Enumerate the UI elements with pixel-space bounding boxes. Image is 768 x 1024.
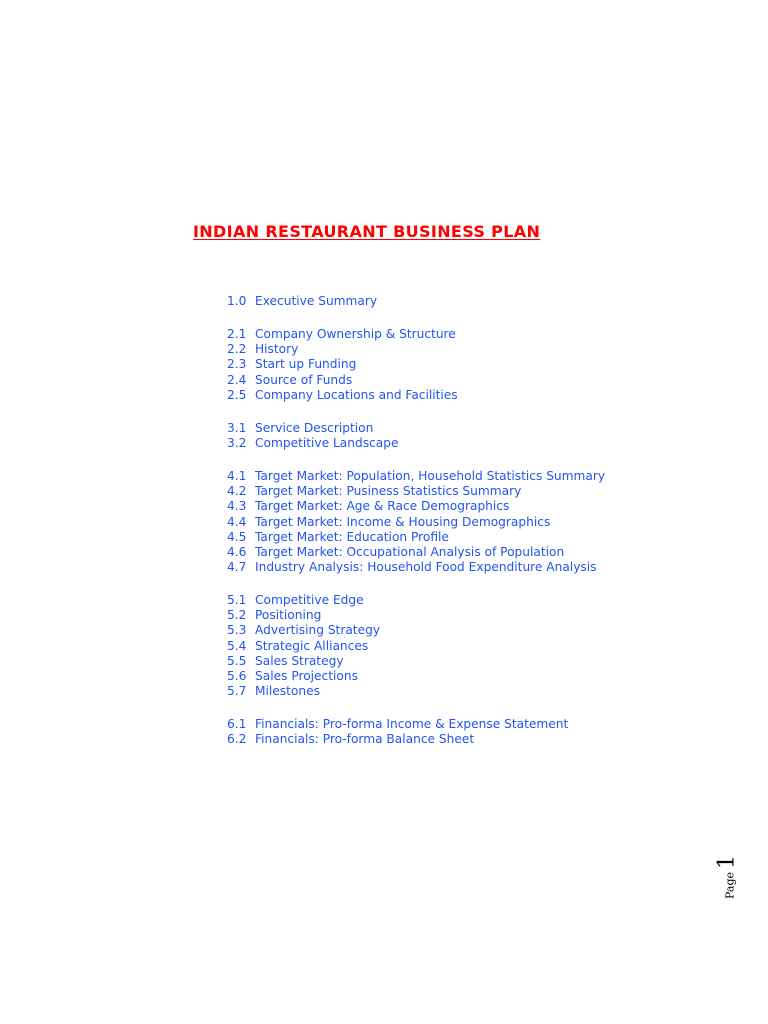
toc-entry[interactable]	[227, 623, 747, 638]
toc-entry[interactable]	[227, 294, 747, 309]
toc-entry-number: 3.1	[227, 420, 247, 435]
toc-entry-title: Target Market: Income & Housing Demographics	[255, 514, 551, 529]
toc-entry[interactable]	[227, 608, 747, 623]
toc-entry-title: Target Market: Population, Household Statistics Summary	[255, 469, 606, 484]
toc-section-1	[227, 294, 747, 309]
toc-entry[interactable]	[227, 654, 747, 669]
toc-section-2	[227, 327, 747, 403]
toc-entry-title: Financials: Pro-forma Income & Expense Statement	[255, 717, 569, 732]
toc-entry-number: 5.4	[227, 638, 247, 653]
toc-entry-title: Competitive Edge	[255, 593, 364, 608]
document-title: INDIAN RESTAURANT BUSINESS PLAN	[193, 222, 541, 241]
toc-entry[interactable]	[227, 639, 747, 654]
toc-entry-title: Competitive Landscape	[255, 435, 399, 450]
toc-entry[interactable]	[227, 499, 747, 514]
toc-entry[interactable]	[227, 421, 747, 436]
toc-entry-number: 5.6	[227, 668, 247, 683]
toc-entry[interactable]	[227, 373, 747, 388]
toc-entry-title: Industry Analysis: Household Food Expenditure Analysis	[255, 559, 597, 574]
toc-entry-title: Target Market: Age & Race Demographics	[255, 499, 510, 514]
toc-entry-title: Milestones	[255, 683, 320, 698]
page-label: Page	[723, 871, 737, 900]
toc-entry[interactable]	[227, 436, 747, 451]
table-of-contents	[227, 294, 747, 747]
toc-entry-number: 5.7	[227, 683, 247, 698]
toc-entry[interactable]	[227, 530, 747, 545]
toc-entry-title: Target Market: Occupational Analysis of Population	[255, 544, 565, 559]
toc-entry-title: Company Ownership & Structure	[255, 327, 456, 342]
toc-entry-number: 4.1	[227, 469, 247, 484]
toc-section-5	[227, 593, 747, 699]
toc-entry-number: 4.7	[227, 559, 247, 574]
toc-entry-title: Target Market: Education Profile	[255, 529, 449, 544]
toc-entry-title: Sales Strategy	[255, 653, 344, 668]
toc-entry-number: 2.5	[227, 387, 247, 402]
toc-entry[interactable]	[227, 342, 747, 357]
toc-entry-title: Strategic Alliances	[255, 638, 369, 653]
toc-section-6	[227, 717, 747, 747]
toc-entry-number: 5.2	[227, 608, 247, 623]
toc-entry-title: Target Market: Pusiness Statistics Summary	[255, 484, 522, 499]
toc-entry-number: 3.2	[227, 435, 247, 450]
toc-entry-title: Source of Funds	[255, 372, 353, 387]
toc-entry[interactable]	[227, 669, 747, 684]
toc-entry-title: Company Locations and Facilities	[255, 387, 458, 402]
toc-entry-title: Advertising Strategy	[255, 623, 381, 638]
toc-entry-number: 5.1	[227, 593, 247, 608]
toc-entry-number: 4.4	[227, 514, 247, 529]
toc-entry-number: 5.5	[227, 653, 247, 668]
toc-entry-number: 2.3	[227, 357, 247, 372]
toc-entry[interactable]	[227, 327, 747, 342]
toc-entry-title: Positioning	[255, 608, 322, 623]
toc-entry-number: 4.2	[227, 484, 247, 499]
toc-entry-number: 4.3	[227, 499, 247, 514]
toc-entry-number: 4.5	[227, 529, 247, 544]
toc-entry[interactable]	[227, 684, 747, 699]
page-footer-marker	[712, 852, 742, 902]
toc-entry-number: 6.2	[227, 732, 247, 747]
toc-entry-title: Start up Funding	[255, 357, 357, 372]
toc-entry-title: History	[255, 342, 299, 357]
toc-entry[interactable]	[227, 545, 747, 560]
toc-entry[interactable]	[227, 717, 747, 732]
toc-section-3	[227, 421, 747, 451]
toc-entry-number: 4.6	[227, 544, 247, 559]
toc-entry-number: 2.2	[227, 342, 247, 357]
toc-entry-title: Financials: Pro-forma Balance Sheet	[255, 732, 475, 747]
toc-entry-title: Sales Projections	[255, 668, 358, 683]
toc-entry-title: Executive Summary	[255, 294, 378, 308]
toc-entry[interactable]	[227, 732, 747, 747]
toc-entry-number: 1.0	[227, 294, 247, 308]
toc-entry[interactable]	[227, 357, 747, 372]
toc-entry[interactable]	[227, 484, 747, 499]
toc-entry-number: 2.4	[227, 372, 247, 387]
toc-entry[interactable]	[227, 469, 747, 484]
toc-section-4	[227, 469, 747, 575]
toc-entry[interactable]	[227, 388, 747, 403]
toc-entry[interactable]	[227, 560, 747, 575]
page-number: 1	[714, 854, 740, 869]
toc-entry[interactable]	[227, 515, 747, 530]
toc-entry[interactable]	[227, 593, 747, 608]
toc-entry-number: 2.1	[227, 327, 247, 342]
toc-entry-title: Service Description	[255, 420, 374, 435]
toc-entry-number: 6.1	[227, 717, 247, 732]
toc-entry-number: 5.3	[227, 623, 247, 638]
